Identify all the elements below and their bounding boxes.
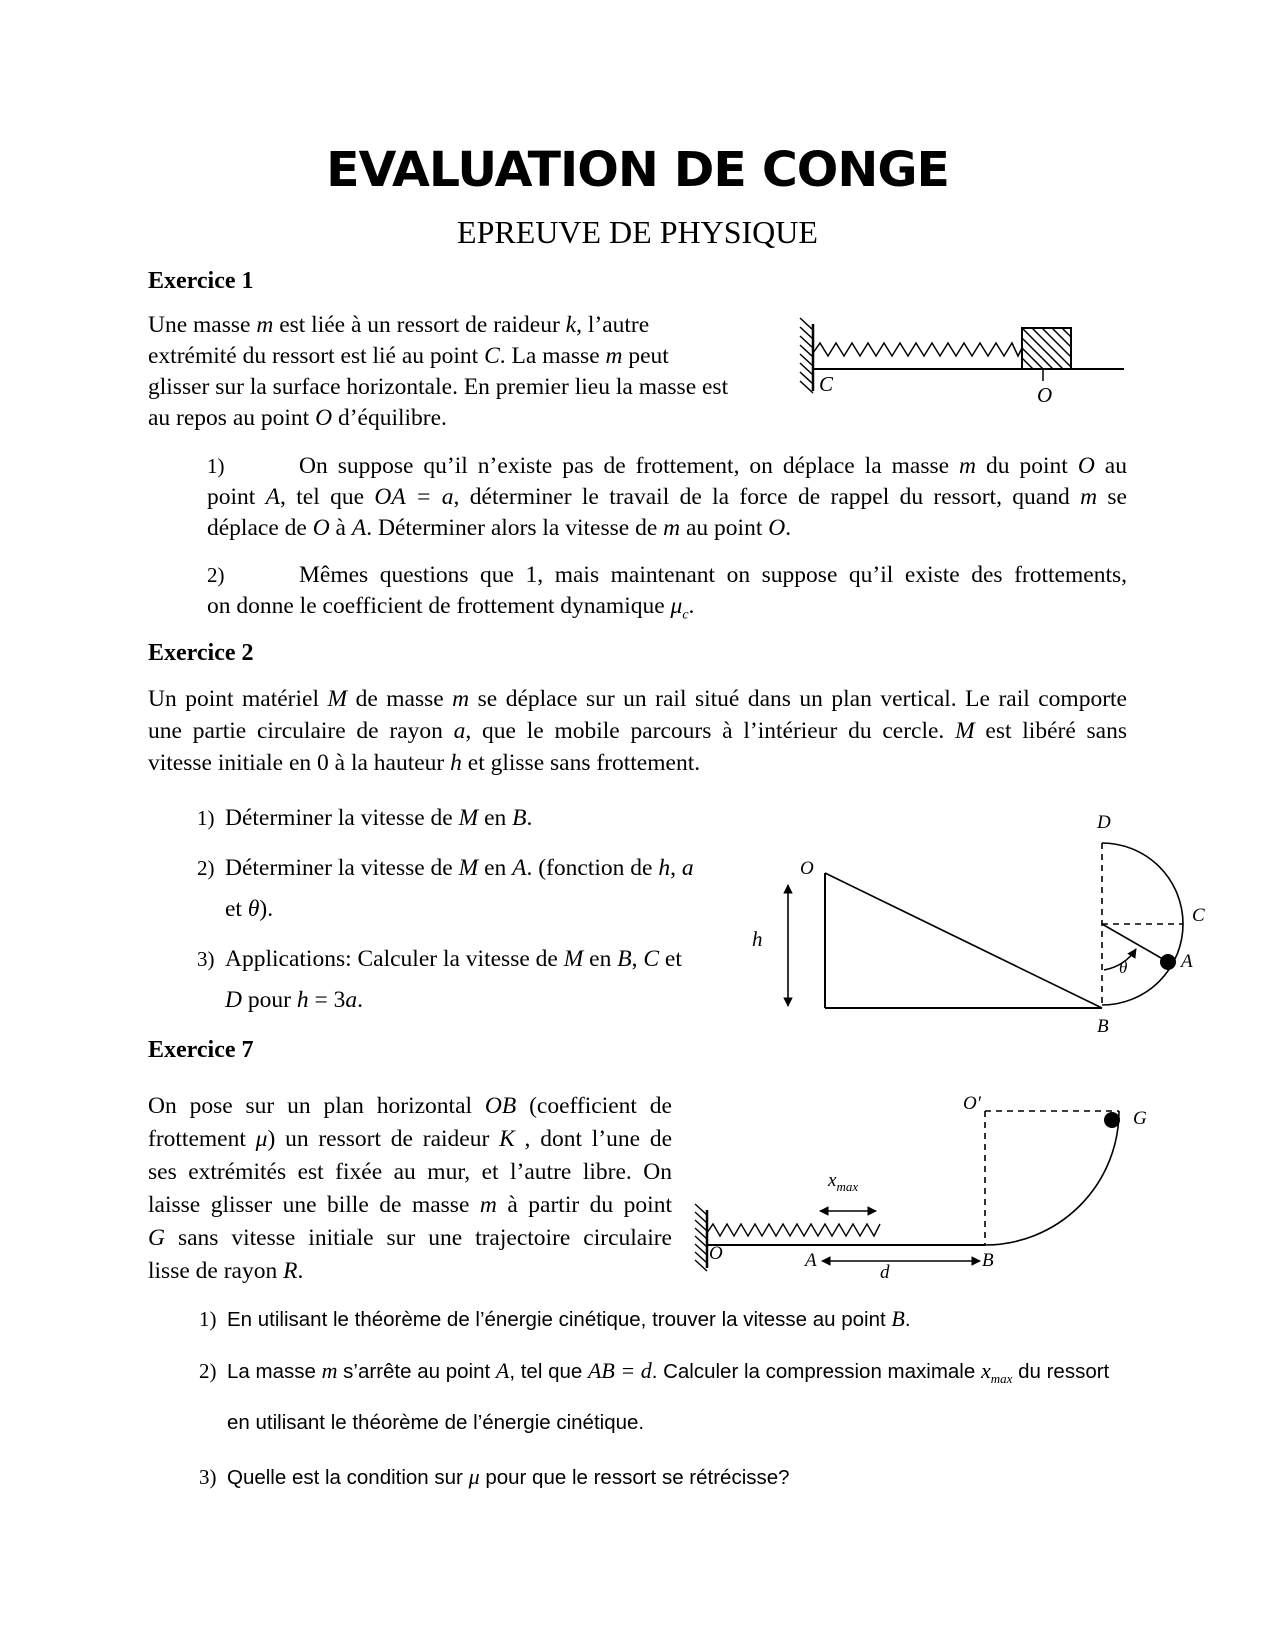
diagram-label-D: D: [1097, 812, 1111, 833]
diagram-label-A: A: [1181, 951, 1193, 972]
question-item: 1) Déterminer la vitesse de M en B.: [197, 805, 533, 831]
question-item: 2) Déterminer la vitesse de M en A. (fonction de h, a: [197, 855, 694, 881]
diagram-label-O-prime: O′: [963, 1093, 981, 1114]
question-item: 1) En utilisant le théorème de l’énergie cinétique, trouver la vitesse au point B.: [199, 1306, 911, 1331]
exercise-1-question-1: 1) On suppose qu’il n’existe pas de frottement, on déplace la masse m du point O au point A, tel que OA = a, déterminer le travail de la force de rappel du ressort, quand m se déplace de O à A. Déterminer alors la vitesse de m au point O.: [207, 453, 1127, 541]
exercise-7-heading: Exercice 7: [148, 1037, 254, 1063]
diagram-label-A: A: [805, 1250, 817, 1271]
diagram-label-B: B: [982, 1250, 994, 1271]
diagram-label-h: h: [752, 927, 763, 951]
exercise-7-intro: On pose sur un plan horizontal OB (coefficient de frottement μ) un ressort de raideur K , dont l’une de ses extrémités est fixée au mur, et l’autre libre. On laisse glisser une bille de masse m à partir du point G sans vitesse initiale sur une trajectoire circulaire lisse de rayon R.: [148, 1093, 673, 1284]
diagram-label-C: C: [819, 372, 834, 396]
exercise-7-questions: 1) En utilisant le théorème de l’énergie cinétique, trouver la vitesse au point B. 2) La masse m s’arrête au point A, tel que AB = d. Calculer la compression maximale $x_{max}$ du ressort en utilisant le théorème de l’énergie cinétique. 3) Quelle est la condition sur μ pour que le ressort se rétrécisse?: [199, 1306, 1110, 1489]
diagram-label-C: C: [1192, 905, 1205, 926]
diagram-label-G: G: [1133, 1108, 1147, 1129]
diagram-label-O: O: [1037, 383, 1053, 407]
diagram-label-xmax: $x_{max}$: [828, 1170, 859, 1194]
exercise-2-questions: 1) Déterminer la vitesse de M en B. 2) Déterminer la vitesse de M en A. (fonction de h, a et θ). 3) Applications: Calculer la vitesse de M en B, C et D pour h = 3a.: [197, 805, 694, 1013]
exercise-1-heading: Exercice 1: [148, 268, 254, 294]
text-line: extrémité du ressort est lié au point C. La masse m peut: [148, 343, 669, 369]
exercise-1-question-2: 2) Mêmes questions que 1, mais maintenant on suppose qu’il existe des frottements, on donne le coefficient de frottement dynamique $\mu_c$.: [207, 562, 1127, 623]
diagram-label-theta: θ: [1119, 958, 1128, 977]
exercise-2-heading: Exercice 2: [148, 640, 254, 666]
question-item: 2) La masse m s’arrête au point A, tel que AB = d. Calculer la compression maximale $x_{max}$ du ressort: [199, 1358, 1110, 1387]
page-title: EVALUATION DE CONGE: [326, 142, 949, 198]
question-item: 3) Quelle est la condition sur μ pour que le ressort se rétrécisse?: [199, 1464, 790, 1489]
diagram-label-d: d: [880, 1262, 890, 1283]
diagram-label-B: B: [1097, 1016, 1109, 1037]
diagram-label-O: O: [800, 858, 814, 879]
diagram-label-O: O: [709, 1243, 723, 1264]
text-line: glisser sur la surface horizontale. En premier lieu la masse est: [148, 374, 729, 400]
question-item: 3) Applications: Calculer la vitesse de M en B, C et: [197, 946, 682, 972]
exercise-2-intro: Un point matériel M de masse m se déplace sur un rail situé dans un plan vertical. Le rail comporte une partie circulaire de rayon a, que le mobile parcours à l’intérieur du cercle. M est libéré sans vitesse initiale en 0 à la hauteur h et glisse sans frottement.: [148, 686, 1128, 776]
page-subtitle: EPREUVE DE PHYSIQUE: [457, 214, 818, 250]
text-line: au repos au point O d’équilibre.: [148, 405, 447, 431]
text-line: Une masse m est liée à un ressort de raideur k, l’autre: [148, 312, 650, 338]
